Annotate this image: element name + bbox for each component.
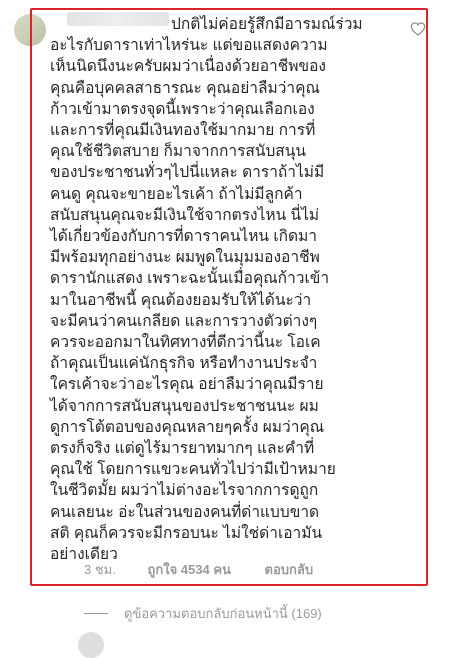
- comment-line: มีพร้อมทุกอย่างนะ ผมพูดในมุมมองอาชีพ: [50, 249, 320, 267]
- replies-divider-line: [84, 613, 108, 614]
- comment-line: ปกติไม่ค่อยรู้สึกมีอารมณ์ร่วม: [171, 16, 363, 33]
- comment-timestamp: 3 ชม.: [84, 562, 116, 577]
- comment-line: ในชีวิตมั้ย ผมว่าไม่ต่างอะไรจากการดูถูก: [50, 482, 319, 500]
- view-previous-replies-label[interactable]: ดูข้อความตอบกลับก่อนหน้านี้ (169): [124, 606, 322, 621]
- comment-line: จะมีคนว่าคนเกลียด และการวางตัวต่างๆ: [50, 312, 318, 330]
- reply-avatar[interactable]: [78, 632, 104, 658]
- comment-line: คุณใช้ชีวิตสบาย ก็มาจากการสนับสนุน: [50, 143, 306, 161]
- view-previous-replies[interactable]: [84, 603, 322, 624]
- comment-line: ใครเค้าจะว่าอะไรคุณ อย่าลืมว่าคุณมีราย: [50, 376, 324, 394]
- comment-meta: [84, 559, 313, 580]
- comment-line: และการที่คุณมีเงินทองใช้มากมาย การที่: [50, 122, 316, 140]
- comment-line: ได้จากการสนับสนุนของประชาชนนะ ผม: [50, 397, 319, 415]
- comment-line: ก้าวเข้ามาตรงจุดนี้เพราะว่าคุณเลือกเอง: [50, 100, 315, 118]
- comment-line: สนับสนุนคุณจะมีเงินใช้จากตรงไหน นี่ไม่: [50, 206, 320, 224]
- comment-line: ตรงก็จริง แต่ดูไร้มารยาทมากๆ และคำที่: [50, 440, 315, 458]
- comment-line: อะไรกับดาราเท่าไหร่นะ แต่ขอแสดงความ: [50, 37, 328, 55]
- comment-line: คุณใช้ โดยการแขวะคนทั่วไปว่ามีเป้าหมาย: [50, 461, 336, 479]
- comment-line: ดูการโต้ตอบของคุณหลายๆครั้ง ผมว่าคุณ: [50, 418, 325, 436]
- comment-line: ได้เกี่ยวข้องกับการที่ดาราคนไหน เกิดมา: [50, 228, 318, 246]
- comment-text: [50, 14, 398, 565]
- comment-line: คุณคือบุคคลสาธารณะ คุณอย่าลืมว่าคุณ: [50, 79, 320, 97]
- comment-line: มาในอาชีพนี้ คุณต้องยอมรับให้ได้นะว่า: [50, 291, 312, 309]
- comment-likes-count[interactable]: ถูกใจ 4534 คน: [147, 562, 231, 577]
- comment-line: คนเลยนะ อ่ะในส่วนของคนที่ด่าแบบขาด: [50, 503, 320, 521]
- comment-line: ดารานักแสดง เพราะฉะนั้นเมื่อคุณก้าวเข้า: [50, 270, 330, 288]
- comment-line: ของประชาชนทั่วๆไปนี่แหละ ดาราถ้าไม่มี: [50, 164, 325, 182]
- comment-line: คนดู คุณจะขายอะไรเค้า ถ้าไม่มีลูกค้า: [50, 185, 303, 203]
- comment-line: เห็นนิดนึงนะครับผมว่าเนื่องด้วยอาชีพของ: [50, 58, 326, 76]
- comment-line: ถ้าคุณเป็นแค่นักธุรกิจ หรือทำงานประจำ: [50, 355, 318, 373]
- reply-button[interactable]: ตอบกลับ: [264, 562, 314, 577]
- comment-line: สติ คุณก็ควรจะมีกรอบนะ ไม่ใช่ด่าเอามัน: [50, 524, 323, 542]
- comment-line: ควรจะออกมาในทิศทางที่ดีกว่านี้นะ โอเค: [50, 334, 321, 352]
- heart-outline-icon[interactable]: [410, 22, 426, 36]
- comment-line: อย่างเดียว: [50, 546, 118, 564]
